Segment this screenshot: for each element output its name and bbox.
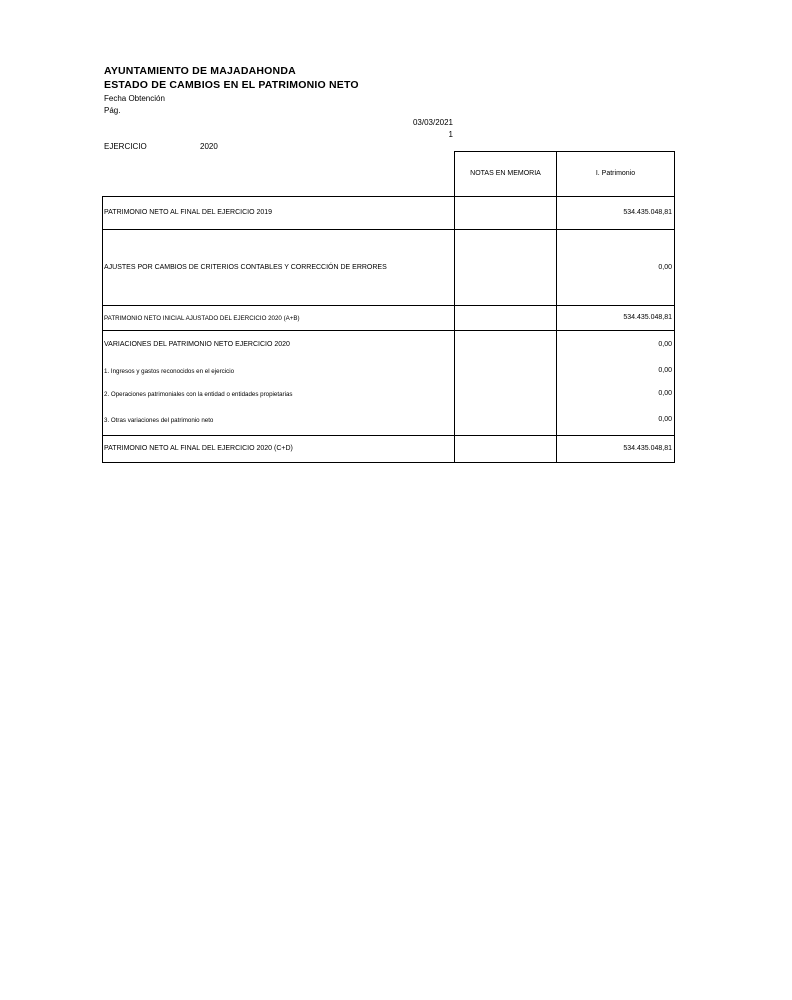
grid-line: [102, 305, 675, 306]
ejercicio-label: EJERCICIO: [104, 142, 147, 151]
grid-line: [102, 229, 675, 230]
row-label: 3. Otras variaciones del patrimonio neto: [104, 417, 214, 424]
grid-line: [102, 435, 675, 436]
grid-line: [102, 196, 103, 463]
row-value: 0,00: [658, 416, 672, 423]
row-label: 2. Operaciones patrimoniales con la entidad o entidades propietarias: [104, 391, 293, 398]
row-value: 0,00: [658, 341, 672, 348]
row-value: 0,00: [658, 264, 672, 271]
grid-line: [674, 151, 675, 463]
row-label: 1. Ingresos y gastos reconocidos en el ejercicio: [104, 368, 235, 375]
row-value: 534.435.048,81: [623, 314, 672, 321]
row-value: 534.435.048,81: [623, 445, 672, 452]
grid-line: [454, 151, 455, 463]
row-label: PATRIMONIO NETO INICIAL AJUSTADO DEL EJERCICIO 2020 (A+B): [104, 315, 300, 322]
ejercicio-value: 2020: [200, 142, 218, 151]
row-value: 0,00: [658, 390, 672, 397]
grid-line: [102, 330, 675, 331]
grid-line: [102, 196, 675, 197]
row-label: AJUSTES POR CAMBIOS DE CRITERIOS CONTABLES Y CORRECCIÓN DE ERRORES: [104, 264, 387, 271]
grid-line: [102, 462, 675, 463]
row-label: VARIACIONES DEL PATRIMONIO NETO EJERCICIO 2020: [104, 341, 290, 348]
column-header-notas: NOTAS EN MEMORIA: [470, 170, 541, 177]
report-title: ESTADO DE CAMBIOS EN EL PATRIMONIO NETO: [104, 79, 359, 91]
row-value: 534.435.048,81: [623, 209, 672, 216]
fecha-label: Fecha Obtención: [104, 94, 165, 103]
pag-value: 1: [448, 130, 453, 139]
fecha-value: 03/03/2021: [412, 118, 453, 127]
row-label: PATRIMONIO NETO AL FINAL DEL EJERCICIO 2019: [104, 209, 273, 216]
entity-name: AYUNTAMIENTO DE MAJADAHONDA: [104, 65, 296, 77]
column-header-patrimonio: I. Patrimonio: [595, 170, 636, 177]
pag-label: Pág.: [104, 106, 121, 115]
grid-line: [454, 151, 675, 152]
row-label: PATRIMONIO NETO AL FINAL DEL EJERCICIO 2020 (C+D): [104, 445, 293, 452]
row-value: 0,00: [658, 367, 672, 374]
